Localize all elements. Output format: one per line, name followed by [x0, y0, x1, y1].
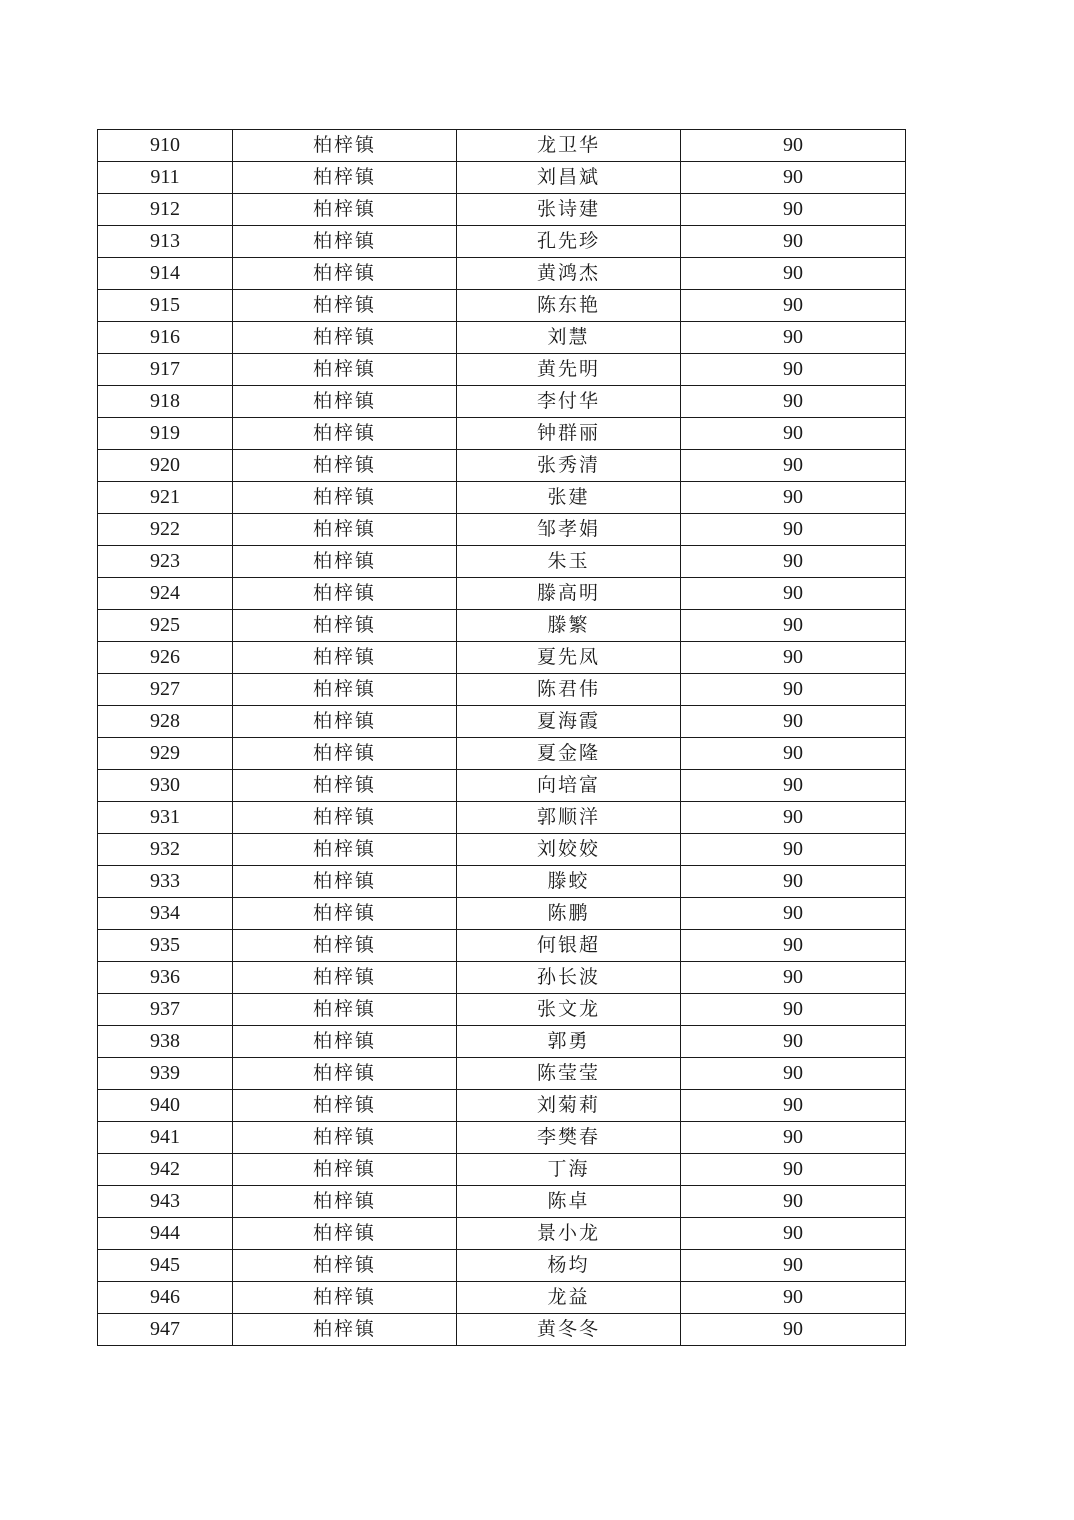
table-row: [98, 354, 906, 386]
cell-value: 90: [681, 802, 906, 834]
cell-town: 柏梓镇: [233, 354, 457, 386]
table-row: [98, 418, 906, 450]
cell-value: 90: [681, 578, 906, 610]
cell-name: 龙益: [457, 1282, 681, 1314]
cell-number: 941: [98, 1122, 233, 1154]
cell-number: 945: [98, 1250, 233, 1282]
cell-value: 90: [681, 1154, 906, 1186]
cell-value: 90: [681, 930, 906, 962]
cell-number: 920: [98, 450, 233, 482]
cell-number: 925: [98, 610, 233, 642]
cell-number: 915: [98, 290, 233, 322]
cell-town: 柏梓镇: [233, 290, 457, 322]
table-row: [98, 1122, 906, 1154]
cell-number: 914: [98, 258, 233, 290]
table-row: [98, 1026, 906, 1058]
cell-value: 90: [681, 642, 906, 674]
table-row: [98, 482, 906, 514]
table-row: [98, 1058, 906, 1090]
cell-name: 邹孝娟: [457, 514, 681, 546]
cell-number: 930: [98, 770, 233, 802]
cell-name: 夏海霞: [457, 706, 681, 738]
cell-name: 郭勇: [457, 1026, 681, 1058]
cell-town: 柏梓镇: [233, 994, 457, 1026]
cell-name: 陈卓: [457, 1186, 681, 1218]
cell-town: 柏梓镇: [233, 418, 457, 450]
cell-name: 陈东艳: [457, 290, 681, 322]
table-row: [98, 738, 906, 770]
cell-value: 90: [681, 194, 906, 226]
table-row: [98, 930, 906, 962]
cell-town: 柏梓镇: [233, 386, 457, 418]
cell-value: 90: [681, 418, 906, 450]
cell-name: 夏先凤: [457, 642, 681, 674]
cell-value: 90: [681, 226, 906, 258]
cell-number: 923: [98, 546, 233, 578]
cell-town: 柏梓镇: [233, 1122, 457, 1154]
cell-value: 90: [681, 898, 906, 930]
cell-value: 90: [681, 354, 906, 386]
cell-number: 929: [98, 738, 233, 770]
cell-number: 931: [98, 802, 233, 834]
table-row: [98, 994, 906, 1026]
table-row: [98, 802, 906, 834]
cell-value: 90: [681, 738, 906, 770]
cell-name: 黄先明: [457, 354, 681, 386]
table-row: [98, 866, 906, 898]
cell-number: 924: [98, 578, 233, 610]
data-table: [97, 129, 906, 1346]
cell-number: 943: [98, 1186, 233, 1218]
cell-number: 935: [98, 930, 233, 962]
cell-name: 张秀清: [457, 450, 681, 482]
cell-name: 刘昌斌: [457, 162, 681, 194]
cell-value: 90: [681, 1218, 906, 1250]
cell-value: 90: [681, 450, 906, 482]
table-row: [98, 226, 906, 258]
cell-number: 916: [98, 322, 233, 354]
table-row: [98, 546, 906, 578]
cell-town: 柏梓镇: [233, 834, 457, 866]
cell-number: 926: [98, 642, 233, 674]
cell-number: 919: [98, 418, 233, 450]
table-row: [98, 578, 906, 610]
cell-value: 90: [681, 1250, 906, 1282]
cell-town: 柏梓镇: [233, 450, 457, 482]
cell-name: 滕高明: [457, 578, 681, 610]
cell-town: 柏梓镇: [233, 578, 457, 610]
cell-town: 柏梓镇: [233, 1282, 457, 1314]
table-row: [98, 1090, 906, 1122]
cell-number: 918: [98, 386, 233, 418]
table-row: [98, 674, 906, 706]
table-row: [98, 194, 906, 226]
cell-name: 龙卫华: [457, 130, 681, 162]
cell-name: 杨均: [457, 1250, 681, 1282]
cell-name: 黄鸿杰: [457, 258, 681, 290]
cell-number: 912: [98, 194, 233, 226]
cell-number: 946: [98, 1282, 233, 1314]
table-row: [98, 450, 906, 482]
cell-value: 90: [681, 1314, 906, 1346]
table-row: [98, 770, 906, 802]
cell-number: 913: [98, 226, 233, 258]
cell-value: 90: [681, 1282, 906, 1314]
table-body: [98, 130, 906, 1346]
table-row: [98, 130, 906, 162]
cell-number: 947: [98, 1314, 233, 1346]
cell-town: 柏梓镇: [233, 482, 457, 514]
cell-town: 柏梓镇: [233, 610, 457, 642]
cell-town: 柏梓镇: [233, 642, 457, 674]
cell-name: 张建: [457, 482, 681, 514]
table-row: [98, 1218, 906, 1250]
cell-number: 934: [98, 898, 233, 930]
cell-name: 郭顺洋: [457, 802, 681, 834]
cell-number: 922: [98, 514, 233, 546]
cell-town: 柏梓镇: [233, 1250, 457, 1282]
cell-town: 柏梓镇: [233, 1026, 457, 1058]
table-row: [98, 162, 906, 194]
table-row: [98, 962, 906, 994]
cell-value: 90: [681, 1090, 906, 1122]
cell-town: 柏梓镇: [233, 706, 457, 738]
cell-name: 陈鹏: [457, 898, 681, 930]
table-row: [98, 706, 906, 738]
cell-town: 柏梓镇: [233, 866, 457, 898]
table-row: [98, 1186, 906, 1218]
table-row: [98, 1282, 906, 1314]
cell-name: 滕繁: [457, 610, 681, 642]
cell-value: 90: [681, 1026, 906, 1058]
table-row: [98, 386, 906, 418]
cell-value: 90: [681, 514, 906, 546]
cell-name: 张文龙: [457, 994, 681, 1026]
cell-value: 90: [681, 546, 906, 578]
cell-town: 柏梓镇: [233, 194, 457, 226]
cell-value: 90: [681, 962, 906, 994]
cell-value: 90: [681, 994, 906, 1026]
cell-number: 921: [98, 482, 233, 514]
cell-town: 柏梓镇: [233, 514, 457, 546]
table-row: [98, 1250, 906, 1282]
cell-name: 向培富: [457, 770, 681, 802]
cell-value: 90: [681, 770, 906, 802]
cell-name: 黄冬冬: [457, 1314, 681, 1346]
cell-name: 何银超: [457, 930, 681, 962]
cell-number: 910: [98, 130, 233, 162]
cell-value: 90: [681, 610, 906, 642]
cell-town: 柏梓镇: [233, 322, 457, 354]
cell-town: 柏梓镇: [233, 130, 457, 162]
cell-value: 90: [681, 1122, 906, 1154]
cell-name: 夏金隆: [457, 738, 681, 770]
cell-number: 944: [98, 1218, 233, 1250]
cell-name: 李樊春: [457, 1122, 681, 1154]
cell-town: 柏梓镇: [233, 962, 457, 994]
cell-number: 942: [98, 1154, 233, 1186]
cell-town: 柏梓镇: [233, 802, 457, 834]
cell-name: 孔先珍: [457, 226, 681, 258]
cell-name: 景小龙: [457, 1218, 681, 1250]
cell-town: 柏梓镇: [233, 546, 457, 578]
cell-name: 孙长波: [457, 962, 681, 994]
cell-name: 刘慧: [457, 322, 681, 354]
cell-town: 柏梓镇: [233, 1186, 457, 1218]
table-row: [98, 322, 906, 354]
table-row: [98, 834, 906, 866]
cell-name: 李付华: [457, 386, 681, 418]
table-row: [98, 514, 906, 546]
cell-value: 90: [681, 834, 906, 866]
table-row: [98, 1154, 906, 1186]
cell-number: 928: [98, 706, 233, 738]
cell-town: 柏梓镇: [233, 898, 457, 930]
table-row: [98, 258, 906, 290]
cell-name: 滕蛟: [457, 866, 681, 898]
cell-number: 927: [98, 674, 233, 706]
cell-value: 90: [681, 322, 906, 354]
cell-name: 朱玉: [457, 546, 681, 578]
cell-name: 张诗建: [457, 194, 681, 226]
cell-number: 911: [98, 162, 233, 194]
cell-name: 陈莹莹: [457, 1058, 681, 1090]
cell-town: 柏梓镇: [233, 1058, 457, 1090]
cell-town: 柏梓镇: [233, 258, 457, 290]
table-row: [98, 642, 906, 674]
cell-value: 90: [681, 706, 906, 738]
cell-town: 柏梓镇: [233, 1154, 457, 1186]
table-row: [98, 610, 906, 642]
cell-name: 陈君伟: [457, 674, 681, 706]
cell-value: 90: [681, 386, 906, 418]
cell-town: 柏梓镇: [233, 738, 457, 770]
cell-name: 丁海: [457, 1154, 681, 1186]
cell-number: 936: [98, 962, 233, 994]
cell-name: 钟群丽: [457, 418, 681, 450]
cell-number: 917: [98, 354, 233, 386]
cell-value: 90: [681, 258, 906, 290]
cell-town: 柏梓镇: [233, 674, 457, 706]
cell-value: 90: [681, 674, 906, 706]
cell-town: 柏梓镇: [233, 1090, 457, 1122]
cell-town: 柏梓镇: [233, 930, 457, 962]
cell-town: 柏梓镇: [233, 1218, 457, 1250]
cell-value: 90: [681, 290, 906, 322]
cell-number: 932: [98, 834, 233, 866]
table-row: [98, 1314, 906, 1346]
cell-value: 90: [681, 162, 906, 194]
cell-value: 90: [681, 1058, 906, 1090]
cell-value: 90: [681, 1186, 906, 1218]
cell-number: 938: [98, 1026, 233, 1058]
table-row: [98, 898, 906, 930]
cell-town: 柏梓镇: [233, 1314, 457, 1346]
cell-name: 刘菊莉: [457, 1090, 681, 1122]
table-row: [98, 290, 906, 322]
cell-town: 柏梓镇: [233, 162, 457, 194]
cell-value: 90: [681, 130, 906, 162]
cell-number: 939: [98, 1058, 233, 1090]
cell-number: 933: [98, 866, 233, 898]
cell-number: 940: [98, 1090, 233, 1122]
cell-number: 937: [98, 994, 233, 1026]
cell-value: 90: [681, 866, 906, 898]
cell-value: 90: [681, 482, 906, 514]
cell-town: 柏梓镇: [233, 770, 457, 802]
cell-name: 刘姣姣: [457, 834, 681, 866]
cell-town: 柏梓镇: [233, 226, 457, 258]
